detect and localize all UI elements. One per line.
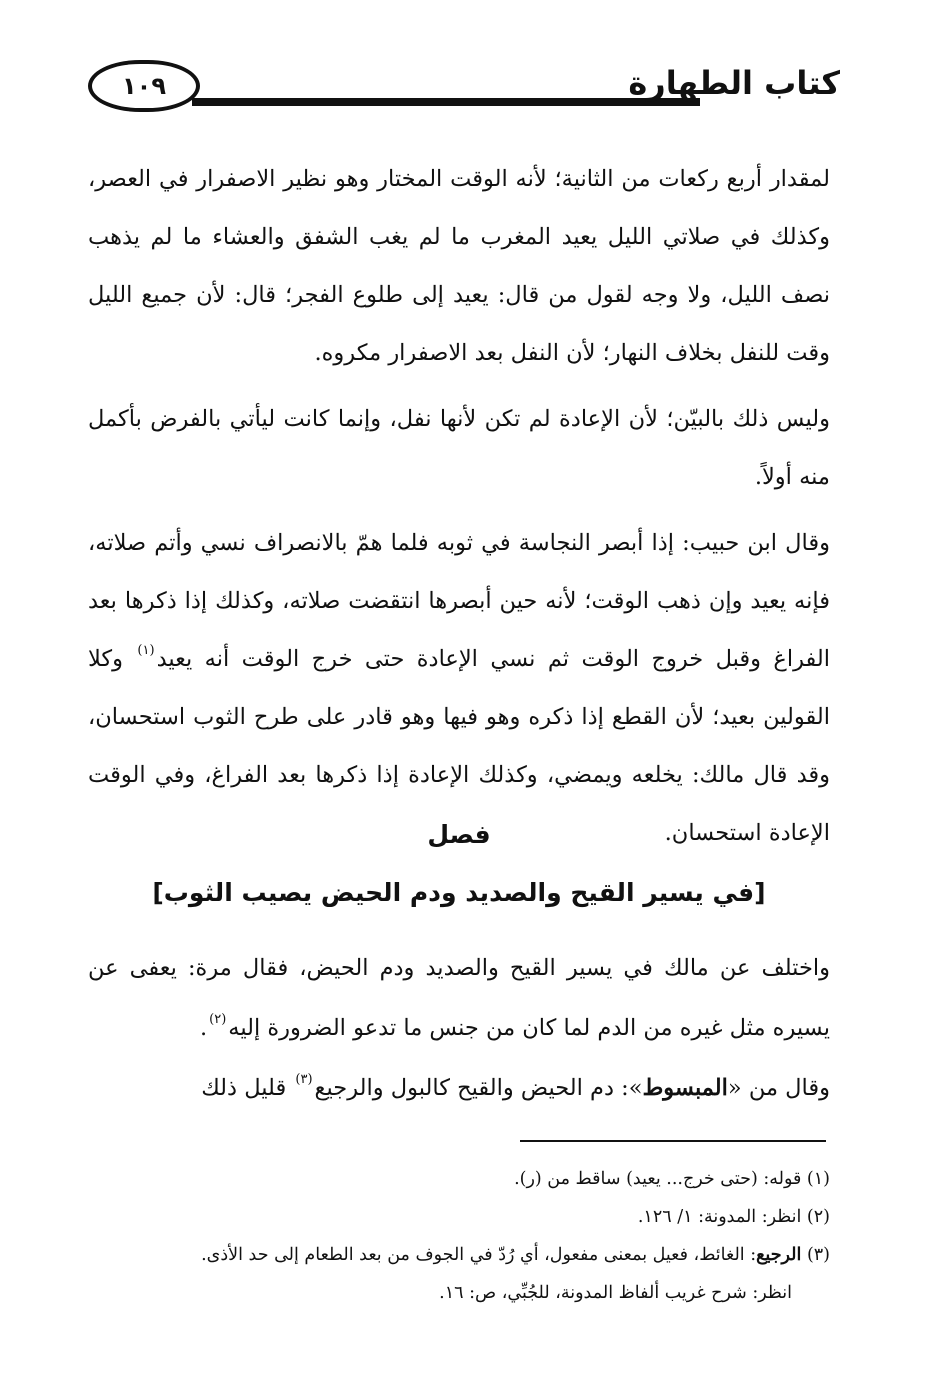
footnote-3-term: الرجيع — [756, 1245, 802, 1265]
paragraph-2: وليس ذلك بالبيّن؛ لأن الإعادة لم تكن لأنها نفل، وإنما كانت ليأتي بالفرض بأكمل منه أولاً. — [88, 406, 830, 490]
main-text-continued — [88, 938, 830, 1118]
paragraph-5-part-1: وقال من « — [727, 1075, 830, 1101]
footnote-ref-2: (٢) — [209, 1012, 227, 1027]
main-text — [88, 150, 830, 862]
footnote-ref-3: (٣) — [295, 1072, 313, 1087]
book-title: كتاب الطهارة — [628, 64, 840, 102]
section-label: فصل — [427, 820, 491, 849]
paragraph-5 — [88, 1058, 830, 1118]
footnote-separator — [520, 1140, 826, 1142]
paragraph-5-part-3: قليل ذلك — [201, 1075, 294, 1101]
footnote-3-reference: انظر: شرح غريب ألفاظ المدونة، للجُبِّي، ص: ١٦. — [439, 1283, 792, 1303]
footnote-3-number: (٣) — [801, 1245, 830, 1265]
header-rule — [192, 98, 700, 106]
paragraph-4 — [88, 938, 830, 1058]
footnote-3-text: : الغائط، فعيل بمعنى مفعول، أي رُدّ في الجوف من بعد الطعام إلى حد الأذى. — [201, 1245, 757, 1265]
footnote-2: (٢) انظر: المدونة: ١/ ١٢٦. — [637, 1207, 830, 1227]
paragraph-4-part-2: . — [199, 1015, 208, 1041]
source-title-mabsut: المبسوط — [642, 1075, 728, 1101]
paragraph-3 — [88, 514, 830, 862]
paragraph-3-part-2: وكلا القولين بعيد؛ لأن القطع إذا ذكره وهو فيها وهو قادر على طرح الثوب استحسان، وقد قال مالك: يخلعه ويمضي، وكذلك الإعادة إذا ذكرها بعد الفراغ، وفي الوقت الإعادة استحسان. — [88, 646, 830, 846]
footnote-1: (١) قوله: (حتى خرج... يعيد) ساقط من (ر). — [514, 1169, 830, 1189]
footnote-ref-1: (١) — [137, 643, 155, 658]
paragraph-3-part-1: وقال ابن حبيب: إذا أبصر النجاسة في ثوبه فلما همّ بالانصراف نسي وأتم صلاته، فإنه يعيد وإن ذهب الوقت؛ لأنه حين أبصرها انتقضت صلاته، وكذلك إذا ذكرها بعد الفراغ وقبل خروج الوقت ثم نسي الإعادة حتى خرج الوقت أنه يعيد — [88, 530, 831, 672]
paragraph-5-part-2: »: دم الحيض والقيح كالبول والرجيع — [314, 1075, 643, 1101]
paragraph-1: لمقدار أربع ركعات من الثانية؛ لأنه الوقت المختار وهو نظير الاصفرار في العصر، وكذلك في صلاتي الليل يعيد المغرب ما لم يغب الشفق والعشاء ما لم يذهب نصف الليل، ولا وجه لقول من قال: يعيد إلى طلوع الفجر؛ قال: لأن جميع الليل وقت للنفل بخلاف النهار؛ لأن النفل بعد الاصفرار مكروه. — [88, 166, 830, 366]
page-number: ١٠٩ — [88, 60, 200, 112]
footnote-3 — [82, 1236, 830, 1274]
page-header — [88, 58, 840, 128]
paragraph-4-part-1: واختلف عن مالك في يسير القيح والصديد ودم الحيض، فقال مرة: يعفى عن يسيره مثل غيره من الدم لما كان من جنس ما تدعو الضرورة إليه — [88, 955, 830, 1041]
footnotes — [82, 1160, 830, 1312]
section-subtitle: [في يسير القيح والصديد ودم الحيض يصيب الثوب] — [152, 878, 766, 907]
